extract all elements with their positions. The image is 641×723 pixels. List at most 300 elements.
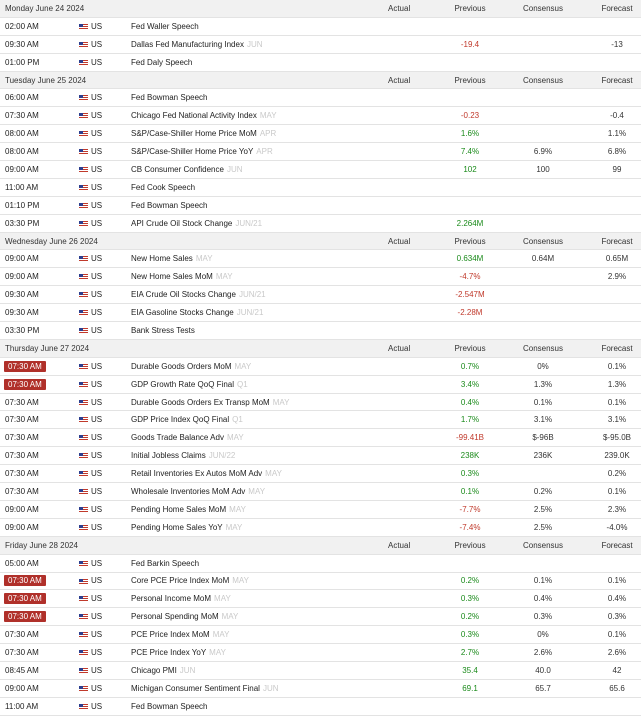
header-forecast: Forecast (601, 3, 633, 13)
event-name: API Crude Oil Stock Change (131, 218, 233, 228)
consensus-value: $-96B (532, 433, 554, 443)
event-name-link[interactable] (131, 487, 265, 496)
event-name: Fed Waller Speech (131, 21, 199, 31)
header-previous: Previous (454, 236, 486, 246)
consensus-value: 0.4% (533, 594, 553, 604)
event-row[interactable] (0, 680, 641, 698)
event-time: 09:00 AM (5, 272, 39, 282)
event-name: Michigan Consumer Sentiment Final (131, 683, 260, 693)
previous-value: -99.41B (455, 433, 485, 443)
forecast-value: 1.1% (607, 129, 627, 139)
event-time: 08:00 AM (5, 147, 39, 157)
consensus-value: 0.3% (533, 612, 553, 622)
event-name-link[interactable] (131, 111, 277, 120)
event-row[interactable] (0, 411, 641, 429)
header-previous: Previous (454, 3, 486, 13)
event-time: 07:30 AM (5, 433, 39, 443)
event-row[interactable] (0, 304, 641, 322)
event-period: MAY (212, 630, 230, 640)
event-row[interactable] (0, 268, 641, 286)
event-period: JUN/21 (238, 290, 266, 300)
us-flag-icon (79, 167, 88, 173)
event-period: MAY (272, 397, 290, 407)
us-flag-icon (79, 113, 88, 119)
event-name-link[interactable] (131, 451, 235, 460)
event-name-link[interactable] (131, 505, 246, 514)
previous-value: -2.547M (455, 290, 485, 300)
us-flag-icon (79, 328, 88, 334)
event-name: S&P/Case-Shiller Home Price MoM (131, 129, 257, 139)
consensus-value: 2.5% (533, 504, 553, 514)
forecast-value: 0.1% (607, 630, 627, 640)
event-row[interactable] (0, 376, 641, 394)
event-time: 05:00 AM (5, 558, 39, 568)
event-name-link[interactable] (131, 559, 199, 568)
event-time: 06:00 AM (5, 93, 39, 103)
us-flag-icon (79, 650, 88, 656)
header-actual: Actual (388, 236, 411, 246)
event-name: New Home Sales MoM (131, 272, 213, 282)
previous-value: -7.7% (459, 504, 481, 514)
us-flag-icon (79, 668, 88, 674)
us-flag-icon (79, 435, 88, 441)
forecast-value: 42 (612, 665, 622, 675)
us-flag-icon (79, 471, 88, 477)
event-country: US (91, 469, 103, 479)
event-period: JUN/22 (208, 451, 236, 461)
event-row[interactable] (0, 358, 641, 376)
event-time: 07:30 AM (5, 111, 39, 121)
event-period: JUN/21 (235, 218, 263, 228)
event-row[interactable] (0, 644, 641, 662)
event-period: Q1 (232, 415, 243, 425)
event-name-link[interactable] (131, 165, 243, 174)
previous-value: 238K (460, 451, 480, 461)
header-actual: Actual (388, 75, 411, 85)
previous-value: 102 (463, 164, 477, 174)
day-header (0, 0, 641, 18)
event-row[interactable] (0, 662, 641, 680)
event-period: MAY (229, 504, 246, 514)
consensus-value: 1.3% (533, 379, 553, 389)
previous-value: -0.23 (460, 111, 480, 121)
event-row[interactable] (0, 555, 641, 573)
event-name-link[interactable] (131, 433, 244, 442)
forecast-value: -13 (611, 39, 623, 49)
us-flag-icon (79, 614, 88, 620)
consensus-value: 65.7 (535, 683, 551, 693)
header-previous: Previous (454, 75, 486, 85)
event-time: 07:30 AM (4, 611, 46, 622)
us-flag-icon (79, 185, 88, 191)
event-name-link[interactable] (131, 380, 248, 389)
event-period: JUN (179, 665, 196, 675)
consensus-value: 0% (537, 361, 549, 371)
event-time: 07:30 AM (5, 486, 39, 496)
event-name: EIA Gasoline Stocks Change (131, 308, 234, 318)
previous-value: 0.7% (460, 361, 480, 371)
forecast-value: 0.1% (607, 361, 627, 371)
event-period: MAY (225, 522, 243, 532)
event-period: MAY (195, 254, 213, 264)
event-row[interactable] (0, 54, 641, 72)
event-name-link[interactable] (131, 630, 229, 639)
event-row[interactable] (0, 322, 641, 340)
event-time: 11:00 AM (5, 701, 39, 711)
event-row[interactable] (0, 519, 641, 537)
event-period: MAY (234, 361, 252, 371)
event-name: Pending Home Sales MoM (131, 504, 227, 514)
event-name-link[interactable] (131, 183, 195, 192)
us-flag-icon (79, 489, 88, 495)
event-time: 01:10 PM (5, 200, 40, 210)
event-time: 07:30 AM (4, 593, 46, 604)
us-flag-icon (79, 417, 88, 423)
consensus-value: 2.5% (533, 522, 553, 532)
event-time: 09:30 AM (5, 308, 39, 318)
header-actual: Actual (388, 3, 411, 13)
event-time: 07:30 AM (5, 469, 39, 479)
event-country: US (91, 683, 103, 693)
previous-value: 0.3% (460, 469, 480, 479)
previous-value: 0.2% (460, 576, 480, 586)
us-flag-icon (79, 382, 88, 388)
consensus-value: 6.9% (533, 147, 553, 157)
previous-value: 1.6% (460, 129, 480, 139)
consensus-value: 0.1% (533, 397, 553, 407)
event-period: MAY (248, 486, 266, 496)
event-name: New Home Sales (131, 254, 193, 264)
day-label: Tuesday June 25 2024 (5, 75, 87, 85)
us-flag-icon (79, 507, 88, 513)
forecast-value: 0.2% (607, 469, 627, 479)
event-period: MAY (221, 612, 239, 622)
previous-value: -19.4 (460, 39, 480, 49)
event-name: Fed Daly Speech (131, 57, 193, 67)
event-name: Wholesale Inventories MoM Adv (131, 486, 246, 496)
event-name: Retail Inventories Ex Autos MoM Adv (131, 469, 263, 479)
event-country: US (91, 522, 103, 532)
day-label: Monday June 24 2024 (5, 3, 85, 13)
event-row[interactable] (0, 698, 641, 716)
previous-value: 7.4% (460, 147, 480, 157)
previous-value: 0.3% (460, 630, 480, 640)
event-time: 08:45 AM (5, 665, 39, 675)
event-row[interactable] (0, 197, 641, 215)
event-period: MAY (265, 469, 282, 479)
us-flag-icon (79, 149, 88, 155)
forecast-value: -0.4 (610, 111, 624, 121)
forecast-value: 0.3% (607, 612, 627, 622)
header-consensus: Consensus (522, 343, 564, 353)
event-time: 07:30 AM (5, 630, 39, 640)
event-country: US (91, 218, 103, 228)
forecast-value: -4.0% (606, 522, 628, 532)
forecast-value: 0.4% (607, 594, 627, 604)
consensus-value: 2.6% (533, 648, 553, 657)
event-period: MAY (214, 594, 231, 604)
forecast-value: 0.1% (607, 576, 627, 586)
event-row[interactable] (0, 626, 641, 644)
event-name: GDP Growth Rate QoQ Final (131, 379, 234, 389)
event-name-link[interactable] (131, 219, 262, 228)
consensus-value: 40.0 (535, 665, 551, 675)
event-row[interactable] (0, 573, 641, 591)
event-row[interactable] (0, 125, 641, 143)
event-name-link[interactable] (131, 398, 289, 407)
event-time: 07:30 AM (4, 379, 46, 390)
event-name-link[interactable] (131, 290, 266, 299)
event-name: EIA Crude Oil Stocks Change (131, 290, 236, 300)
event-country: US (91, 290, 103, 300)
us-flag-icon (79, 400, 88, 406)
event-name: Bank Stress Tests (131, 325, 195, 335)
consensus-value: 100 (536, 164, 550, 174)
event-row[interactable] (0, 18, 641, 36)
event-country: US (91, 648, 103, 657)
previous-value: 0.3% (460, 594, 480, 604)
event-name: Durable Goods Orders Ex Transp MoM (131, 397, 270, 407)
us-flag-icon (79, 292, 88, 298)
us-flag-icon (79, 221, 88, 227)
event-name-link[interactable] (131, 648, 226, 657)
event-time: 07:30 AM (5, 451, 39, 461)
header-previous: Previous (454, 343, 486, 353)
event-country: US (91, 93, 103, 103)
event-country: US (91, 39, 103, 49)
event-period: JUN (246, 39, 263, 49)
event-row[interactable] (0, 89, 641, 107)
event-name: Personal Income MoM (131, 594, 212, 604)
event-time: 07:30 AM (4, 575, 46, 586)
event-time: 07:30 AM (5, 648, 39, 657)
forecast-value: 3.1% (607, 415, 627, 425)
event-name-link[interactable] (131, 58, 192, 67)
event-time: 11:00 AM (5, 182, 39, 192)
us-flag-icon (79, 95, 88, 101)
event-name-link[interactable] (131, 326, 195, 335)
event-country: US (91, 630, 103, 640)
event-country: US (91, 129, 103, 139)
event-name: Fed Bowman Speech (131, 93, 208, 103)
event-row[interactable] (0, 143, 641, 161)
header-actual: Actual (388, 540, 411, 550)
forecast-value: 2.9% (607, 272, 627, 282)
event-name-link[interactable] (131, 362, 251, 371)
event-name: CB Consumer Confidence (131, 164, 224, 174)
event-name-link[interactable] (131, 201, 208, 210)
consensus-value: 3.1% (533, 415, 553, 425)
event-time: 07:30 AM (4, 361, 46, 372)
event-row[interactable] (0, 394, 641, 412)
event-row[interactable] (0, 286, 641, 304)
header-actual: Actual (388, 343, 411, 353)
us-flag-icon (79, 131, 88, 137)
event-name: Pending Home Sales YoY (131, 522, 223, 532)
us-flag-icon (79, 42, 88, 48)
event-name-link[interactable] (131, 272, 233, 281)
event-period: MAY (232, 576, 250, 586)
forecast-value: 99 (612, 164, 622, 174)
event-name: Durable Goods Orders MoM (131, 361, 232, 371)
event-name-link[interactable] (131, 523, 242, 532)
event-country: US (91, 164, 103, 174)
event-country: US (91, 182, 103, 192)
event-name-link[interactable] (131, 702, 208, 711)
event-country: US (91, 558, 103, 568)
event-row[interactable] (0, 447, 641, 465)
day-label: Friday June 28 2024 (5, 540, 78, 550)
event-time: 09:30 AM (5, 290, 39, 300)
previous-value: 35.4 (462, 665, 478, 675)
us-flag-icon (79, 256, 88, 262)
us-flag-icon (79, 274, 88, 280)
event-name-link[interactable] (131, 594, 231, 603)
event-name: Fed Barkin Speech (131, 558, 200, 568)
previous-value: -4.7% (459, 272, 481, 282)
us-flag-icon (79, 453, 88, 459)
event-time: 09:00 AM (5, 683, 39, 693)
previous-value: 2.264M (456, 218, 484, 228)
forecast-value: 2.3% (607, 504, 627, 514)
event-row[interactable] (0, 161, 641, 179)
previous-value: 0.1% (460, 486, 480, 496)
event-name-link[interactable] (131, 666, 195, 675)
previous-value: 0.2% (460, 612, 480, 622)
event-country: US (91, 272, 103, 282)
header-forecast: Forecast (601, 75, 633, 85)
event-time: 09:00 AM (5, 522, 39, 532)
previous-value: 0.634M (456, 254, 484, 264)
event-name: Chicago Fed National Activity Index (131, 111, 257, 121)
forecast-value: 2.6% (607, 648, 627, 657)
day-label: Wednesday June 26 2024 (5, 236, 98, 246)
consensus-value: 236K (533, 451, 553, 461)
event-name: Initial Jobless Claims (131, 451, 206, 461)
event-time: 09:00 AM (5, 164, 39, 174)
event-time: 07:30 AM (5, 415, 39, 425)
consensus-value: 0% (537, 630, 549, 640)
event-row[interactable] (0, 250, 641, 268)
event-name: S&P/Case-Shiller Home Price YoY (131, 147, 254, 157)
event-name: PCE Price Index YoY (131, 648, 207, 657)
event-country: US (91, 21, 103, 31)
event-time: 09:30 AM (5, 39, 39, 49)
event-name-link[interactable] (131, 684, 279, 693)
day-header (0, 537, 641, 555)
event-name-link[interactable] (131, 576, 249, 585)
event-name-link[interactable] (131, 612, 238, 621)
event-name: Fed Cook Speech (131, 182, 196, 192)
event-period: Q1 (237, 379, 248, 389)
event-name: Fed Bowman Speech (131, 200, 208, 210)
event-name-link[interactable] (131, 147, 273, 156)
event-row[interactable] (0, 215, 641, 233)
event-country: US (91, 451, 103, 461)
header-consensus: Consensus (522, 540, 564, 550)
header-forecast: Forecast (601, 236, 633, 246)
event-name-link[interactable] (131, 129, 276, 138)
us-flag-icon (79, 561, 88, 567)
event-row[interactable] (0, 179, 641, 197)
event-row[interactable] (0, 590, 641, 608)
event-time: 01:00 PM (5, 57, 40, 67)
event-name-link[interactable] (131, 254, 213, 263)
event-row[interactable] (0, 501, 641, 519)
event-period: JUN (262, 683, 279, 693)
previous-value: 2.7% (460, 648, 480, 657)
event-name: GDP Price Index QoQ Final (131, 415, 230, 425)
event-period: JUN/21 (236, 308, 264, 318)
header-consensus: Consensus (522, 3, 564, 13)
event-time: 03:30 PM (5, 325, 40, 335)
header-consensus: Consensus (522, 75, 564, 85)
event-name-link[interactable] (131, 40, 263, 49)
event-period: MAY (259, 111, 277, 121)
event-country: US (91, 665, 103, 675)
us-flag-icon (79, 364, 88, 370)
event-country: US (91, 576, 103, 586)
event-name-link[interactable] (131, 22, 199, 31)
event-time: 09:00 AM (5, 504, 39, 514)
event-period: MAY (215, 272, 233, 282)
event-country: US (91, 397, 103, 407)
forecast-value: $-95.0B (602, 433, 632, 443)
us-flag-icon (79, 24, 88, 30)
event-country: US (91, 433, 103, 443)
event-row[interactable] (0, 36, 641, 54)
event-row[interactable] (0, 483, 641, 501)
event-name-link[interactable] (131, 469, 282, 478)
event-country: US (91, 612, 103, 622)
forecast-value: 239.0K (604, 451, 630, 461)
us-flag-icon (79, 525, 88, 531)
previous-value: -2.28M (457, 308, 483, 318)
event-row[interactable] (0, 107, 641, 125)
event-name: Chicago PMI (131, 665, 177, 675)
header-forecast: Forecast (601, 343, 633, 353)
event-name: Core PCE Price Index MoM (131, 576, 230, 586)
event-row[interactable] (0, 608, 641, 626)
previous-value: -7.4% (459, 522, 481, 532)
event-time: 02:00 AM (5, 21, 39, 31)
event-time: 07:30 AM (5, 397, 39, 407)
header-previous: Previous (454, 540, 486, 550)
event-row[interactable] (0, 429, 641, 447)
forecast-value: 0.65M (605, 254, 629, 264)
event-country: US (91, 308, 103, 318)
header-forecast: Forecast (601, 540, 633, 550)
us-flag-icon (79, 704, 88, 710)
event-country: US (91, 379, 103, 389)
event-name: Personal Spending MoM (131, 612, 219, 622)
event-name-link[interactable] (131, 93, 208, 102)
event-period: APR (256, 147, 273, 157)
event-country: US (91, 147, 103, 157)
event-name-link[interactable] (131, 415, 243, 424)
event-country: US (91, 111, 103, 121)
event-time: 08:00 AM (5, 129, 39, 139)
event-country: US (91, 325, 103, 335)
event-time: 09:00 AM (5, 254, 39, 264)
forecast-value: 0.1% (607, 397, 627, 407)
us-flag-icon (79, 686, 88, 692)
event-row[interactable] (0, 465, 641, 483)
consensus-value: 0.64M (531, 254, 555, 264)
day-header (0, 72, 641, 90)
event-period: APR (259, 129, 277, 139)
event-name-link[interactable] (131, 308, 263, 317)
